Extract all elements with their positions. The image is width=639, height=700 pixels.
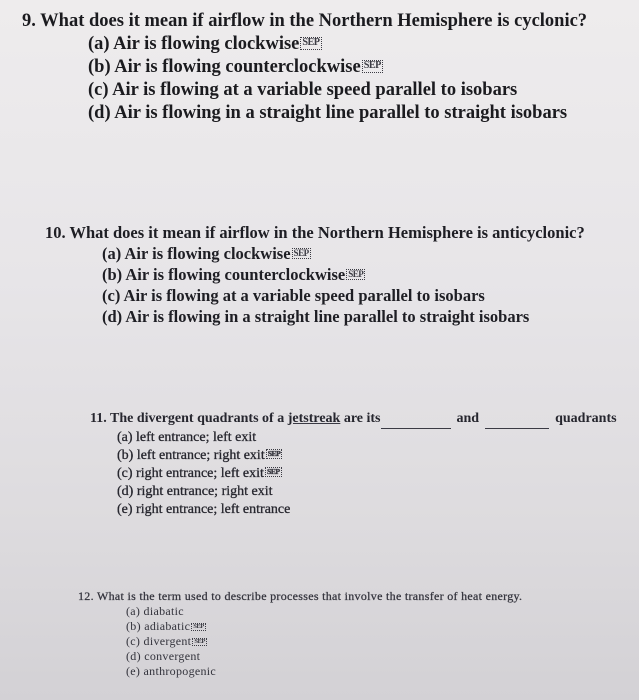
separator-glyph: SEP	[193, 622, 204, 630]
question-10-option-a	[102, 243, 585, 264]
question-12-stem: 12. What is the term used to describe processes that involve the transfer of heat energy.	[78, 589, 523, 603]
question-10-stem: 10. What does it mean if airflow in the Northern Hemisphere is anticyclonic?	[45, 223, 585, 242]
question-12-option-b	[126, 619, 522, 634]
question-10-option-a-text: (a) Air is flowing clockwise	[102, 244, 291, 263]
separator-glyph: SEP	[266, 467, 280, 477]
question-9-option-a	[88, 33, 587, 56]
question-9-option-d: (d) Air is flowing in a straight line parallel to straight isobars	[88, 103, 568, 123]
question-12-option-d: (d) convergent	[126, 649, 201, 663]
question-12-option-c-text: (c) divergent	[126, 634, 192, 648]
question-10-option-b	[102, 264, 585, 285]
question-9-stem: 9. What does it mean if airflow in the Northern Hemisphere is cyclonic?	[22, 11, 588, 31]
question-11-stem-mid: are its	[340, 411, 381, 426]
separator-glyph: SEP	[194, 637, 205, 645]
question-11-underlined-term: jetstreak	[287, 411, 341, 426]
question-11-option-d: (d) right entrance; right exit	[117, 484, 273, 499]
question-12	[78, 589, 522, 679]
question-9-option-b-text: (b) Air is flowing counterclockwise	[88, 57, 361, 77]
question-9-option-c: (c) Air is flowing at a variable speed parallel to isobars	[88, 80, 518, 100]
question-12-option-e: (e) anthropogenic	[126, 664, 217, 678]
question-11-option-b	[117, 447, 617, 465]
question-11-stem-and: and	[456, 411, 480, 426]
question-10-option-c: (c) Air is flowing at a variable speed parallel to isobars	[102, 286, 485, 305]
question-11-stem-end: quadrants	[555, 411, 617, 426]
question-11	[90, 410, 617, 519]
question-12-option-c	[126, 634, 522, 649]
question-9-option-b	[88, 56, 587, 79]
separator-glyph: SEP	[302, 37, 320, 49]
answer-blank-1[interactable]	[381, 410, 451, 429]
question-11-option-c-text: (c) right entrance; left exit	[117, 466, 264, 481]
separator-glyph: SEP	[348, 268, 364, 279]
question-12-option-a: (a) diabatic	[126, 604, 184, 618]
question-11-option-c	[117, 465, 617, 483]
question-10	[45, 222, 585, 327]
separator-glyph: SEP	[293, 247, 309, 258]
separator-glyph: SEP	[267, 449, 281, 459]
question-10-option-d: (d) Air is flowing in a straight line parallel to straight isobars	[102, 307, 530, 326]
question-9	[22, 10, 587, 125]
answer-blank-2[interactable]	[485, 410, 549, 429]
question-11-stem-start: 11. The divergent quadrants of a	[90, 411, 288, 426]
question-11-option-e: (e) right entrance; left entrance	[117, 502, 291, 517]
question-11-stem	[90, 410, 617, 429]
separator-glyph: SEP	[363, 60, 381, 72]
question-11-option-a: (a) left entrance; left exit	[117, 430, 257, 445]
question-10-option-b-text: (b) Air is flowing counterclockwise	[102, 265, 346, 284]
question-12-option-b-text: (b) adiabatic	[126, 619, 191, 633]
question-9-option-a-text: (a) Air is flowing clockwise	[88, 34, 300, 54]
question-11-option-b-text: (b) left entrance; right exit	[117, 448, 265, 463]
